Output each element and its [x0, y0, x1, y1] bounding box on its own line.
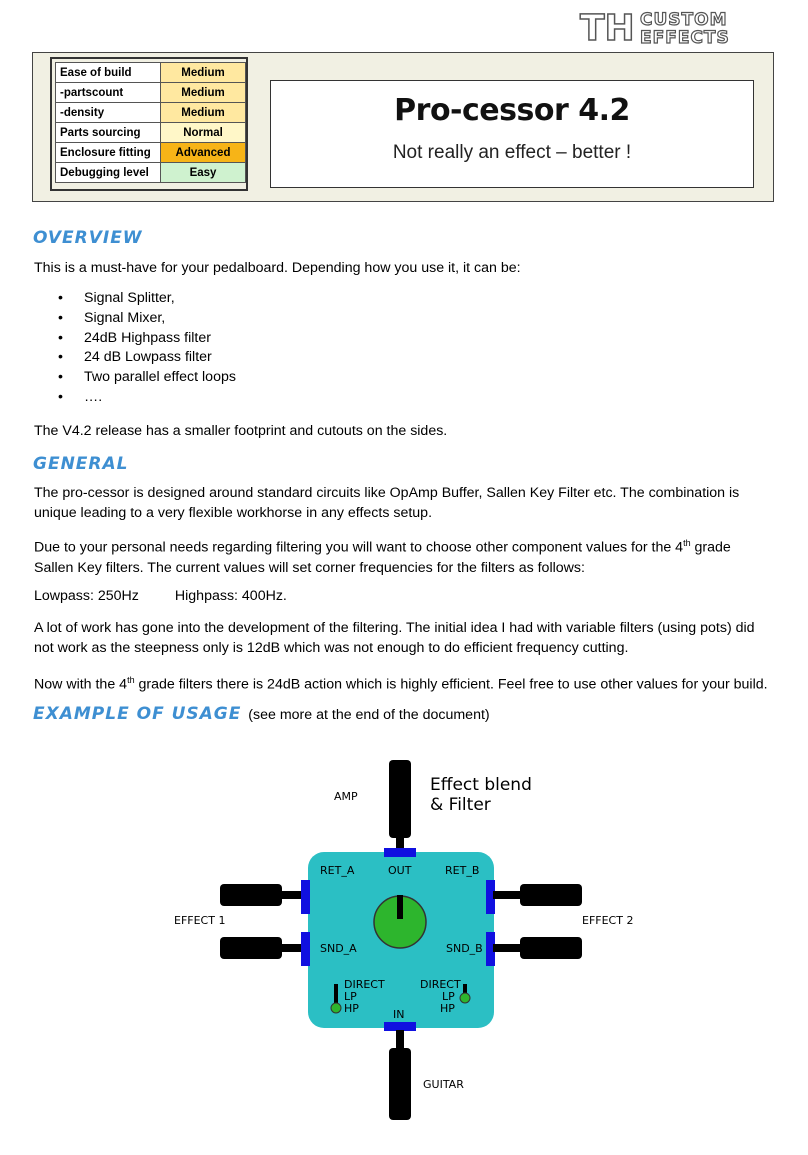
release-note: The V4.2 release has a smaller footprint and cutouts on the sides. [34, 423, 448, 439]
rating-label: Parts sourcing [56, 123, 161, 143]
general-heading: GENERAL [33, 454, 129, 474]
ret-b-cable [493, 891, 523, 899]
list-item: • Signal Splitter, [56, 289, 236, 309]
title-box [270, 80, 754, 188]
example-note: (see more at the end of the document) [248, 707, 490, 723]
rating-row [56, 143, 246, 163]
general-paragraph-2: Due to your personal needs regarding filtering you will want to choose other component values for the 4th grade Sallen Key filters. The current values will set corner frequencies for the filters as follows: [34, 538, 731, 576]
rating-value: Medium [161, 103, 246, 123]
in-label: IN [393, 1008, 405, 1021]
in-jack [384, 1022, 416, 1031]
page-title: Pro-cessor 4.2 [394, 93, 630, 128]
list-item: • 24dB Highpass filter [56, 329, 236, 349]
out-jack [384, 848, 416, 857]
rating-label: Ease of build [56, 63, 161, 83]
overview-intro: This is a must-have for your pedalboard. Depending how you use it, it can be: [34, 260, 521, 276]
rating-value: Normal [161, 123, 246, 143]
diagram-title-line1: Effect blend [430, 775, 532, 795]
snd-a-plug [220, 937, 282, 959]
snd-b-plug [520, 937, 582, 959]
ret-a-plug [220, 884, 282, 906]
rating-value: Medium [161, 63, 246, 83]
logo-line2: EFFECTS [640, 28, 730, 46]
list-item: • Two parallel effect loops [56, 368, 236, 388]
knob-pointer [397, 895, 403, 919]
list-item: • …. [56, 388, 236, 408]
guitar-plug [389, 1048, 411, 1120]
direct-a-label: DIRECT [344, 978, 385, 991]
list-item: • Signal Mixer, [56, 309, 236, 329]
lp-a-label: LP [344, 990, 357, 1003]
rating-value: Advanced [161, 143, 246, 163]
general-paragraph-4: Now with the 4th grade filters there is 24dB action which is highly efficient. Feel free to use other values for your build. [34, 675, 768, 693]
rating-row [56, 63, 246, 83]
page-subtitle: Not really an effect – better ! [392, 142, 632, 163]
ret-a-jack [301, 880, 310, 914]
rating-row [56, 103, 246, 123]
snd-a-cable [280, 944, 304, 952]
filter-frequencies [34, 586, 774, 606]
example-heading: EXAMPLE OF USAGE (see more at the end of the document) [33, 704, 490, 724]
hp-a-label: HP [344, 1002, 359, 1015]
ret-b-label: RET_B [445, 864, 480, 877]
lp-b-label: LP [442, 990, 455, 1003]
snd-b-cable [493, 944, 523, 952]
snd-a-label: SND_A [320, 942, 357, 955]
snd-a-jack [301, 932, 310, 966]
th-custom-effects-logo [578, 8, 778, 46]
rating-row [56, 123, 246, 143]
rating-value: Easy [161, 163, 246, 183]
general-paragraph-1: The pro-cessor is designed around standard circuits like OpAmp Buffer, Sallen Key Filter etc. The combination is unique leading to a very flexible workhorse in any effects setup. [34, 485, 740, 521]
switch-a-led [331, 1003, 341, 1013]
overview-bullet-list [56, 289, 236, 408]
rating-label: Enclosure fitting [56, 143, 161, 163]
ret-a-label: RET_A [320, 864, 355, 877]
highpass-frequency: Highpass: 400Hz. [174, 588, 287, 604]
overview-heading: OVERVIEW [33, 228, 143, 248]
hp-b-label: HP [440, 1002, 455, 1015]
logo-line1: CUSTOM [640, 10, 728, 30]
effect2-label: EFFECT 2 [582, 914, 634, 927]
amp-plug [389, 760, 411, 838]
general-paragraph-3: A lot of work has gone into the development of the filtering. The initial idea I had with variable filters (using pots) did not work as the steepness only is 12dB which was not enough to do efficient frequency cutting. [34, 620, 755, 656]
rating-label: -density [56, 103, 161, 123]
build-rating-table [55, 62, 246, 183]
guitar-label: GUITAR [423, 1078, 464, 1091]
ret-a-cable [280, 891, 304, 899]
rating-label: Debugging level [56, 163, 161, 183]
logo-letters: TH [580, 8, 635, 46]
list-item: • 24 dB Lowpass filter [56, 348, 236, 368]
rating-row [56, 163, 246, 183]
rating-row [56, 83, 246, 103]
out-label: OUT [388, 864, 412, 877]
rating-value: Medium [161, 83, 246, 103]
direct-b-label: DIRECT [420, 978, 461, 991]
snd-b-label: SND_B [446, 942, 483, 955]
diagram-title-line2: & Filter [430, 795, 491, 815]
usage-diagram [170, 752, 640, 1127]
lowpass-frequency: Lowpass: 250Hz [34, 588, 139, 604]
effect1-label: EFFECT 1 [174, 914, 226, 927]
switch-b-led [460, 993, 470, 1003]
amp-label: AMP [334, 790, 358, 803]
rating-label: -partscount [56, 83, 161, 103]
ret-b-plug [520, 884, 582, 906]
